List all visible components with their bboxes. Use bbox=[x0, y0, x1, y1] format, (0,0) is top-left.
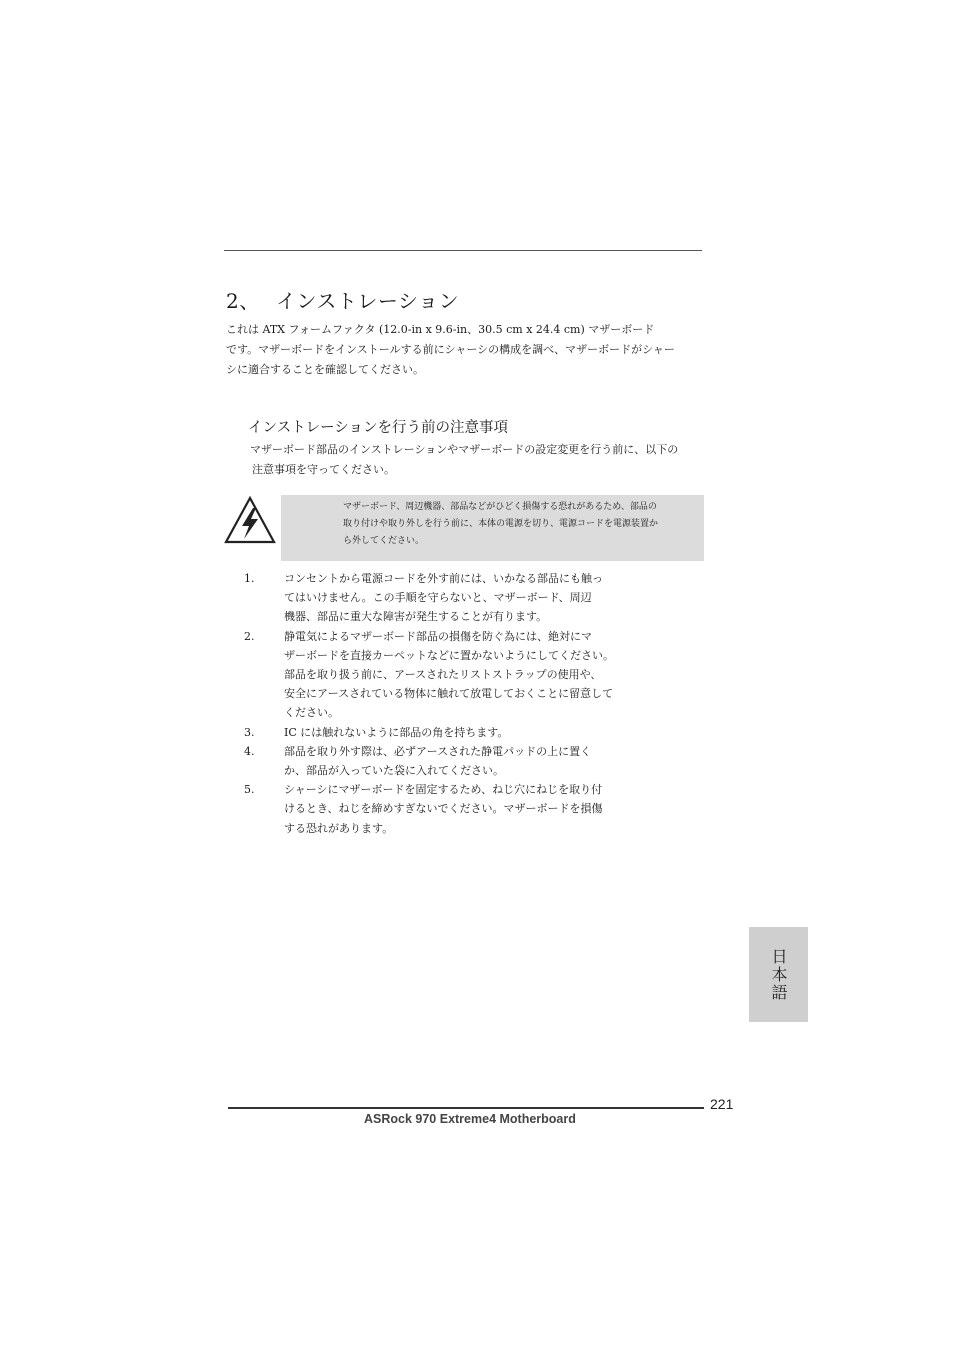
intro-line: シに適合することを確認してください。 bbox=[226, 363, 424, 376]
section-title bbox=[226, 285, 459, 314]
intro-line: これは ATX フォームファクタ (12.0-in x 9.6-in、30.5 cm x 24.4 cm) マザーボード bbox=[226, 323, 655, 336]
precautions-line: 注意事項を守ってください。 bbox=[252, 463, 395, 476]
step-line: 部品を取り扱う前に、アースされたリストストラップの使用や、 bbox=[284, 668, 602, 682]
step-item bbox=[244, 627, 614, 723]
warning-line: マザーボード、周辺機器、部品などがひどく損傷する恐れがあるため、部品の bbox=[343, 502, 657, 512]
warning-text bbox=[343, 499, 703, 550]
warning-line: 取り付けや取り外しを行う前に、本体の電源を切り、電源コードを電源装置か bbox=[343, 519, 659, 529]
footer-divider bbox=[228, 1107, 704, 1109]
step-line: てはいけません。この手順を守らないと、マザーボード、周辺 bbox=[284, 591, 592, 605]
step-number: 5. bbox=[244, 783, 255, 797]
step-line: けるとき、ねじを締めすぎないでください。マザーボードを損傷 bbox=[284, 802, 603, 816]
section-title-text: インストレーション bbox=[276, 289, 460, 313]
warning-line: ら外してください。 bbox=[343, 536, 425, 546]
step-line: 機器、部品に重大な障害が発生することが有ります。 bbox=[284, 610, 548, 624]
top-divider bbox=[224, 250, 702, 251]
step-number: 2. bbox=[244, 629, 255, 643]
language-tab-label: 日本語 bbox=[769, 947, 788, 1002]
step-line: 静電気によるマザーボード部品の損傷を防ぐ為には、絶対にマ bbox=[284, 629, 592, 643]
page-number: 221 bbox=[710, 1096, 734, 1112]
intro-line: です。マザーボードをインストールする前にシャーシの構成を調べ、マザーボードがシャー bbox=[226, 343, 675, 356]
precautions-text bbox=[250, 440, 710, 480]
step-number: 3. bbox=[244, 725, 255, 739]
precaution-steps bbox=[244, 569, 614, 838]
step-line: 安全にアースされている物体に触れて放電しておくことに留意して bbox=[284, 687, 614, 701]
step-line: IC には触れないように部品の角を持ちます。 bbox=[284, 725, 509, 739]
step-line: シャーシにマザーボードを固定するため、ねじ穴にねじを取り付 bbox=[284, 783, 603, 797]
step-line: 部品を取り外す際は、必ずアースされた静電パッドの上に置く bbox=[284, 744, 592, 758]
step-line: か、部品が入っていた袋に入れてください。 bbox=[284, 764, 504, 778]
step-item bbox=[244, 569, 614, 627]
step-number: 4. bbox=[244, 744, 255, 758]
step-line: コンセントから電源コードを外す前には、いかなる部品にも触っ bbox=[284, 572, 603, 585]
warning-triangle-lightning-icon bbox=[224, 495, 276, 545]
precautions-heading: インストレーションを行う前の注意事項 bbox=[248, 420, 508, 436]
step-line: ください。 bbox=[284, 706, 339, 720]
step-item bbox=[244, 780, 614, 838]
warning-box bbox=[281, 495, 704, 561]
language-tab bbox=[749, 927, 808, 1022]
step-line: ザーボードを直接カーペットなどに置かないようにしてください。 bbox=[284, 648, 614, 662]
step-number: 1. bbox=[244, 572, 255, 585]
footer-title: ASRock 970 Extreme4 Motherboard bbox=[364, 1112, 576, 1126]
precautions-line: マザーボード部品のインストレーションやマザーボードの設定変更を行う前に、以下の bbox=[250, 443, 679, 456]
step-line: する恐れがあります。 bbox=[284, 821, 394, 835]
section-number: 2、 bbox=[226, 289, 260, 313]
step-item bbox=[244, 723, 614, 742]
intro-paragraph bbox=[226, 320, 704, 380]
step-item bbox=[244, 742, 614, 780]
